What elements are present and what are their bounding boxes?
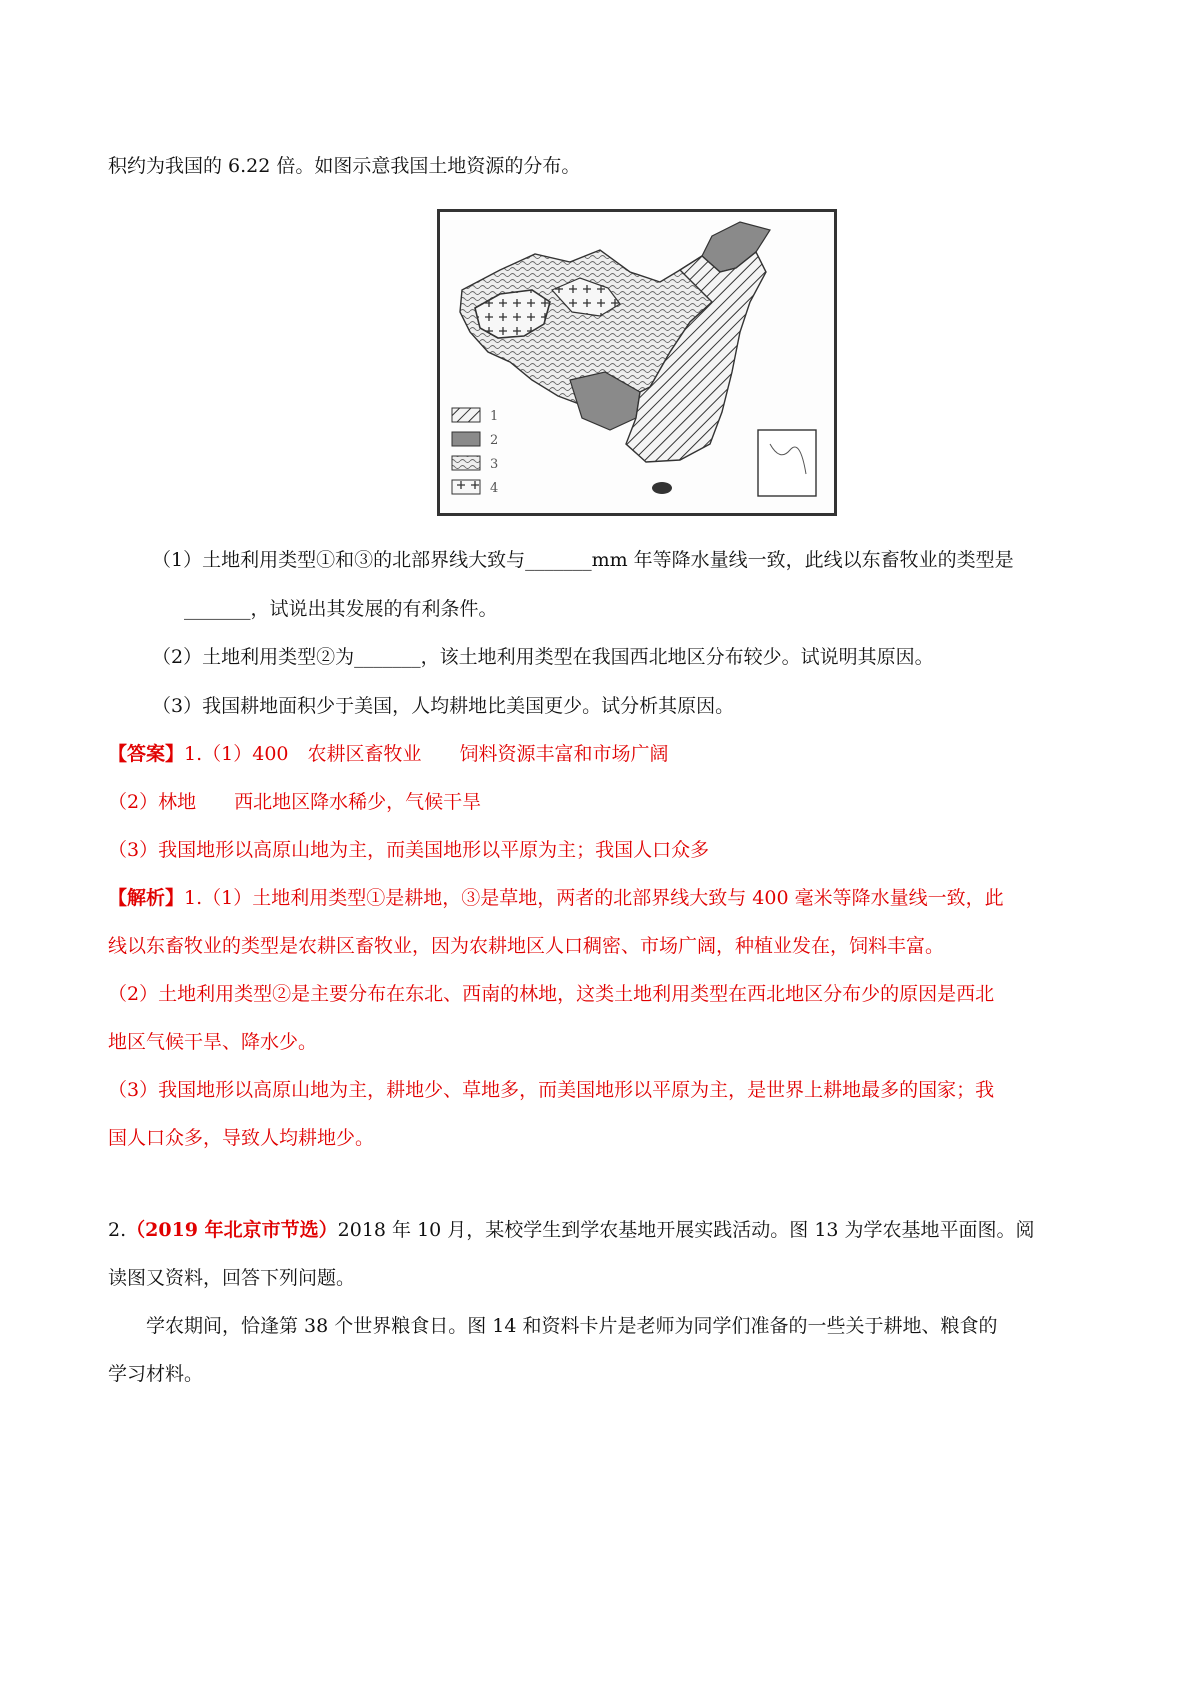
answer-text-1: 1.（1）400 农耕区畜牧业 饲料资源丰富和市场广阔 <box>184 743 669 765</box>
analysis-line-6: 国人口众多，导致人均耕地少。 <box>108 1127 375 1149</box>
legend-label-3: 3 <box>490 457 499 472</box>
answer-tag: 【答案】 <box>108 743 185 765</box>
question-1-line-2: _______，试说出其发展的有利条件。 <box>184 598 498 620</box>
china-land-use-map <box>437 209 837 516</box>
analysis-tag: 【解析】 <box>108 887 185 909</box>
legend-label-4: 4 <box>490 481 499 496</box>
analysis-line-1 <box>108 884 1004 912</box>
question-2-paragraph-2-line-2: 学习材料。 <box>108 1363 204 1385</box>
intro-line: 积约为我国的 6.22 倍。如图示意我国土地资源的分布。 <box>108 155 581 177</box>
map-legend <box>452 408 498 496</box>
question-2-number: 2. <box>108 1219 127 1241</box>
map-graphic <box>440 212 834 513</box>
hainan-island <box>652 482 672 494</box>
answer-line-1 <box>108 740 669 768</box>
question-3: （3）我国耕地面积少于美国，人均耕地比美国更少。试分析其原因。 <box>152 695 735 717</box>
analysis-line-5: （3）我国地形以高原山地为主，耕地少、草地多，而美国地形以平原为主，是世界上耕地最多的国家；我 <box>108 1079 995 1101</box>
question-2: （2）土地利用类型②为_______，该土地利用类型在我国西北地区分布较少。试说明其原因。 <box>152 646 934 668</box>
legend-label-2: 2 <box>490 433 499 448</box>
question-2-line-2: 读图又资料，回答下列问题。 <box>108 1267 356 1289</box>
question-1-line-1: （1）土地利用类型①和③的北部界线大致与_______mm 年等降水量线一致，此线以东畜牧业的类型是 <box>152 549 1014 571</box>
analysis-line-3: （2）土地利用类型②是主要分布在东北、西南的林地，这类土地利用类型在西北地区分布少的原因是西北 <box>108 983 995 1005</box>
analysis-line-4: 地区气候干旱、降水少。 <box>108 1031 318 1053</box>
answer-line-2: （2）林地 西北地区降水稀少，气候干旱 <box>108 791 482 813</box>
answer-line-3: （3）我国地形以高原山地为主，而美国地形以平原为主；我国人口众多 <box>108 839 710 861</box>
question-2-header <box>108 1216 1035 1244</box>
analysis-text-1: 1.（1）土地利用类型①是耕地，③是草地，两者的北部界线大致与 400 毫米等降水量线一致，此 <box>184 887 1004 909</box>
south-sea-inset <box>758 430 816 496</box>
question-2-source: （2019 年北京市节选） <box>126 1219 338 1241</box>
question-2-paragraph-2-line-1: 学农期间，恰逢第 38 个世界粮食日。图 14 和资料卡片是老师为同学们准备的一些关于耕地、粮食的 <box>146 1315 998 1337</box>
legend-label-1: 1 <box>490 409 499 424</box>
question-2-line-1: 2018 年 10 月，某校学生到学农基地开展实践活动。图 13 为学农基地平面图。阅 <box>337 1219 1035 1241</box>
analysis-line-2: 线以东畜牧业的类型是农耕区畜牧业，因为农耕地区人口稠密、市场广阔，种植业发在，饲料丰富。 <box>108 935 945 957</box>
